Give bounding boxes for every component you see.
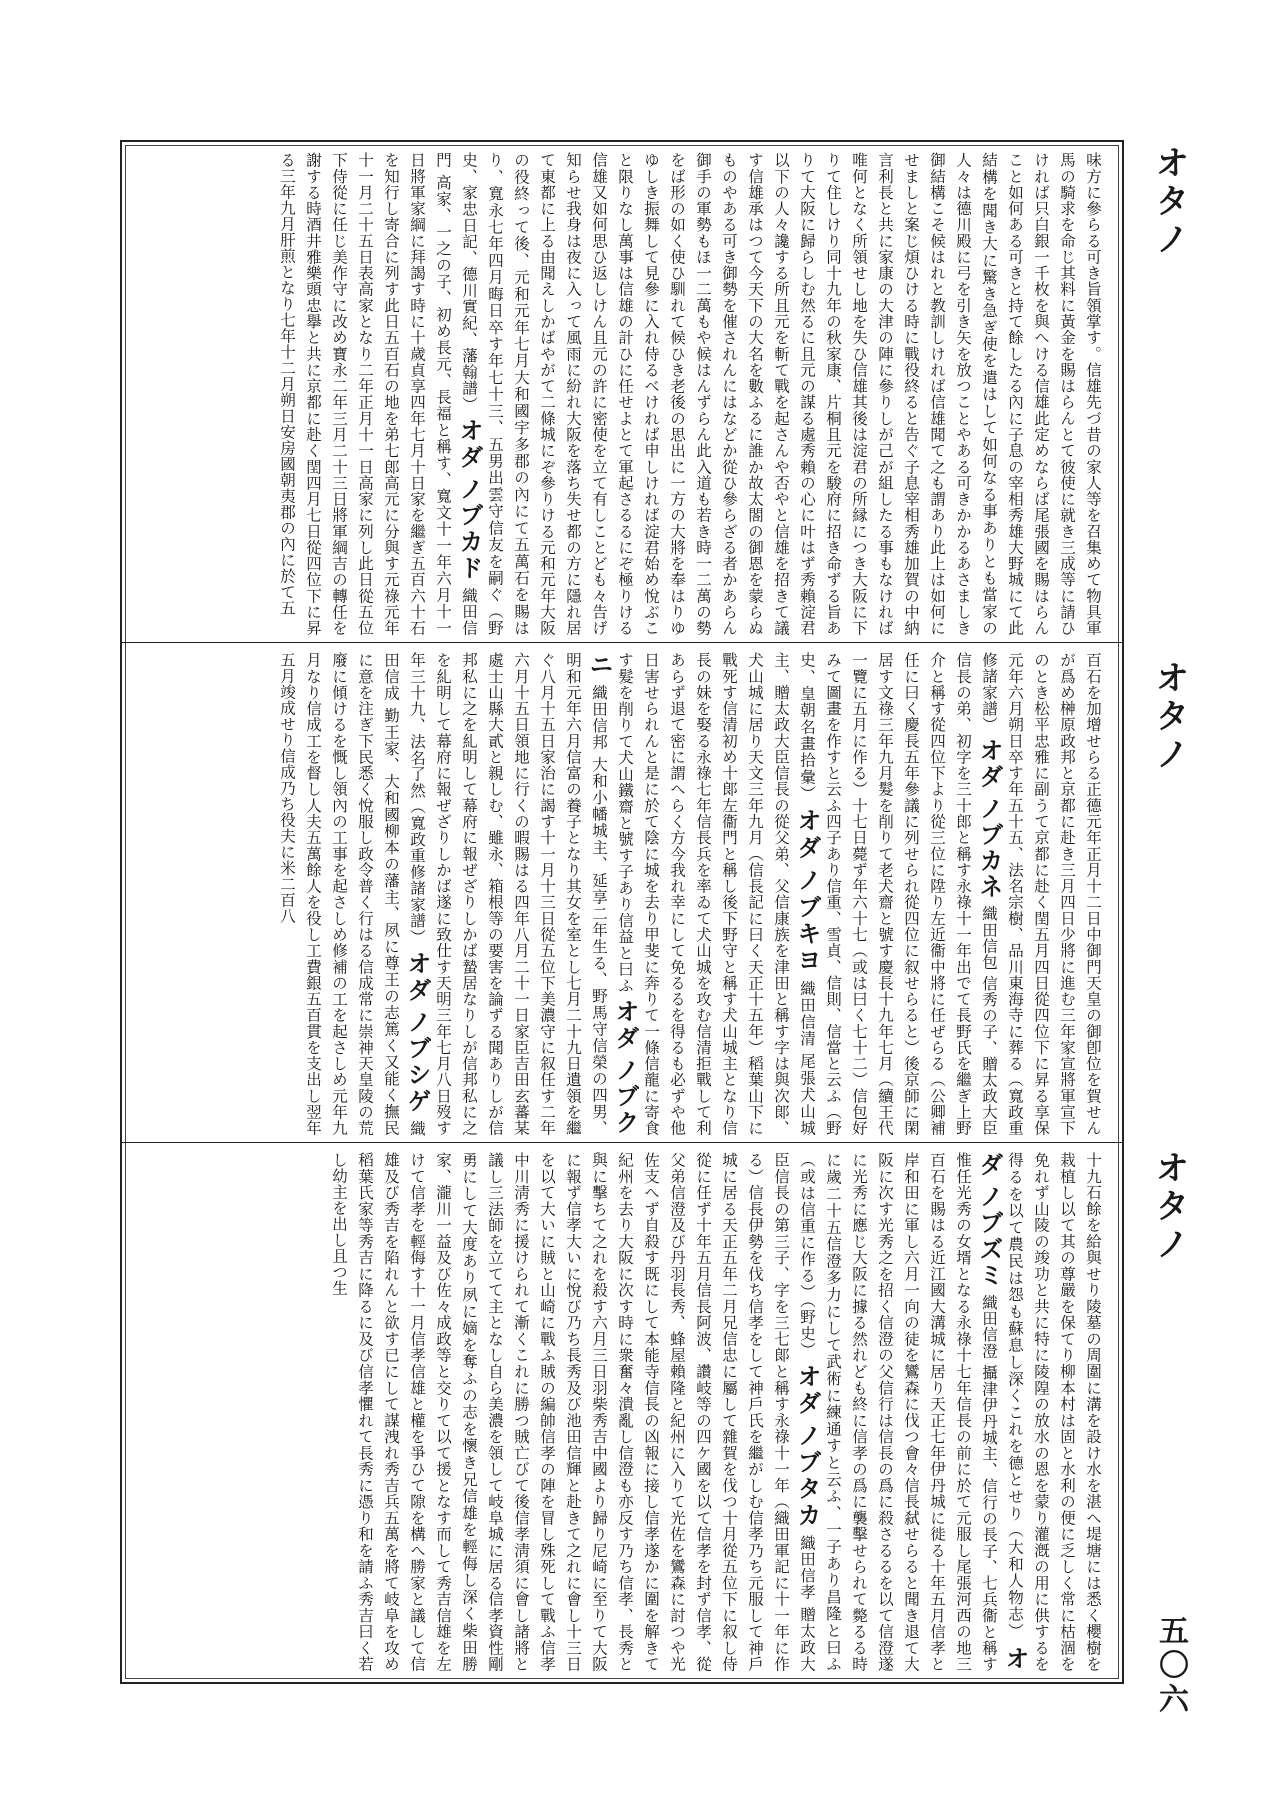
entry-body: 味方に參らる可き旨領掌す。信雄先づ昔の家人等を召集めて物具軍馬の騎求を命じ其料に黃金を賜はらんとて彼使に就き三成等に請ひければ只白銀一千枚を與へける信雄此定めならば尾張國を賜はらんこと如何ある可きと持て餘したる內に子息の宰相秀雄大野城にて此結構を聞き大に驚き急ぎ使を遣はして如何なる事ありとも當家の人々は德川殿に弓を引き矢を放つことやある可きかかるあさましき御結構こそ候はれと教訓しければ信雄聞て之も謂あり此上は如何にせましと案じ煩ひける時に戰役終ると告ぐ子息宰相秀雄加賀の中納言利長と共に家康の大津の陣に參りしが己が組したる事もなければ唯何となく所領せし地を失ひ信雄其後は淀君の所縁につき大阪に下りて住しけり同十九年の秋家康、片桐且元を駿府に招き命ずる旨ありて大阪に歸らしむ然るに且元の謀る處秀賴の心に叶はず秀賴淀君以下の人々讒する所且元を斬て戰を起さんや否やと信雄を招きて議す信雄承はつて今天下の大名を數ふるに誰か故太閤の御恩を蒙らぬものやある可き御勢を催されんにはなどか從ひ參らざる者かあらん御手の軍勢もほ一二萬もや候はんずらん此入道も若き時一二萬の勢をば形の如く使ひ馴れて候ひき老後の思出に一方の大將を奉はりゆゆしき振舞して見參に入れ侍るべければ申しければ淀君始め悅ぶこと限りなし萬事は信雄の計ひに任せよとて軍起さるるにぞ極りける信雄又如何思ひ返しけん且元の許に密使を立て有しことども々告げ知らせ我身は夜に入って風雨に紛れ大阪を落ち失せ都の方に隱れ居て東都に上る由聞えしかばやがて二條城にぞ參りける元和元年大阪の役終って後、元和元年七月大和國宇多郡の內にて五萬石を賜はり、寬永七年四月晦日卒す年七十三、五男出雲守信友を嗣ぐ（野史、家忠日記、德川實紀、藩翰譜） bbox=[460, 152, 1102, 636]
entry-body: 織田信孝 贈太政大臣信長の第三子、字を三七郞と稱す永祿十一年（織田軍記に十一年に作る）信長伊勢を伐ち信孝をして神戶氏を繼がしむ信孝乃ち元服して神戶城に居る天正五年二月兄信忠に屬して雜賀を伐つ十月從五位下に叙し侍從に任ず十年五月信長阿波、讚岐等の四ケ國を以て信孝を封ず信孝、從父弟信澄及び丹羽長秀、蜂屋賴隆と紀州に入りて光佐を鸞森に討つや光佐支へず自殺す既にして本能寺信長の凶報に接し信孝遂かに圍を解きて紀州を去り大阪に次す時に衆奮々潰亂し信澄も亦反す乃ち信孝、長秀と與に擊ちて之れを殺す六月三日羽柴秀吉中國より歸り尼崎に至りて大阪に報ず信孝大いに悅び乃ち長秀及び池田信輝と赴きて之れに會し十三日を以て大いに賊と山崎に戰ふ賊の編帥信孝の陣を冒し殊死して戰ふ信孝中川淸秀に援けられて漸くこれに勝つ賊亡びて後信孝淸須に會し諸將と議し三法師を立てて主となし自ら美濃を領して岐阜城に居る信孝資性剛勇にして大度あり夙に嫡を奪ふの志を懷き兄信雄を輕侮し深く柴田勝家、瀧川一益及び佐々成政等と交りて以て援となす而して秀吉信雄を左けて信孝を輕侮す十一月信孝信雄と權を爭ひて隙を構へ勝家と議して信雄及び秀吉を陷れんと欲す已にして謀洩れ秀吉兵五萬を將て岐阜を攻め稻葉氏家等秀吉に降るに及び信孝懼れて長秀に憑り和を請ふ秀吉曰く若し幼主を出し且つ生 bbox=[330, 1152, 816, 1672]
entry-heading-given: ノブカネ bbox=[975, 795, 1004, 900]
entry-nobukado bbox=[278, 152, 484, 636]
entry-body: 十九石餘を給與せり陵墓の周圍に溝を設け水を湛へ堤塘には悉く櫻樹を栽植し以て其の尊嚴を保てり柳本村は固と水利の便に乏しく常に枯涸を免れず山陵の竣功と共に特に陵隍の放水の恩を蒙り灌漑の用に供するを得るを以て農民は怨も蘇息し深くこれを德とせり（大和人物志） bbox=[1006, 1152, 1102, 1672]
entry-heading-surname: オダ bbox=[793, 1364, 822, 1418]
entry-body: 織田信清 尾張犬山城主、贈太政大臣信長の從父弟、父信康族を津田と稱す字は與次郞、犬山城に居り天文三年九月（信長記に曰く天正十五年）稻葉山下に戰死す信清初め十郞左衞門と稱し後下野守と稱す犬山城主となり信長の妹を娶る永祿七年信長兵を率ゐて犬山城を攻む信清拒戰して利あらず退て密に謂へらく方今我れ幸にして免るるを得るも必ずや他日害せられんと是に於て陰に城を去り甲斐に奔りて一條信龍に寄食す髮を削りて犬山鐵齋と號す子あり信益と曰ふ bbox=[616, 652, 816, 1136]
entry-heading-given: ノブキヨ bbox=[793, 867, 822, 975]
entry-nobukane bbox=[798, 652, 1004, 1136]
entry-heading-given: ノブズミ bbox=[975, 1183, 1004, 1289]
entry-heading-surname: オダ bbox=[793, 808, 822, 862]
tier-upper bbox=[134, 152, 1106, 636]
entry-body: 百石を加增せらる正德元年正月十二日中御門天皇の御卽位を賀せんが爲め榊原政邦と京都に赴き三月四日少將に進む三年家宣將軍宣下のとき松平忠雅に副うて京都に赴く閏五月四日從四位下に昇る享保元年六月朔日卒す年五十五、法名宗樹、品川東海寺に葬る（寬政重修諸家譜） bbox=[980, 652, 1102, 1136]
entry-body: 織田信包 信秀の子、贈太政大臣信長の弟、初字を三十郎と稱す永祿十一年出でて長野氏を繼ぎ上野介と稱す從四位下より從三位に陞り左近衞中將に任ぜらる（公卿補任に曰く慶長五年參議に列せられ從四位に叙せらると）後京師に閑居す文祿三年九月髮を削りて老犬齋と號す慶長十九年七月（續王代一覽に五月に作る）十七日薨ず年六十七（或は曰く七十二）信包好みて圖畫を作すと云ふ四子あり信重、雪貞、信則、信當と云ふ（野史、皇朝名畫拾彙） bbox=[798, 652, 998, 1136]
entry-continuation-nobushige bbox=[1006, 1152, 1102, 1672]
entry-heading-surname: オダ bbox=[975, 737, 1004, 791]
entry-body: 織田信成 勤王家、大和國柳本の藩主、夙に尊王の志篤く又能く撫民に意を注ぎ下民悉く悅服し政令普く行はる信成常に崇神天皇陵の荒廢に傾けるを慨し領內の工事を起さしめ修補の工を起さしめ元年九月なり信成工を督し人夫五萬餘人を役し工費銀五百貫を支出し翌年五月竣成せり信成乃ち役夫に米二百八 bbox=[278, 652, 426, 1136]
running-head-middle: オタノ bbox=[1149, 660, 1189, 774]
entry-body: 織田信澄 攝津伊丹城主、信行の長子、七兵衞と稱す惟任光秀の女壻となる永祿十七年信長の前に於て元服し尾張河西の地三百石を賜はる近江國大溝城に居り天正七年伊丹城に徙る十年五月信孝と岸和田に軍し六月一向の徒を鸞森に伐つ會々信長弑せらると聞き退て大阪に次す光秀之を招く信澄の父信行は信長の爲に殺さるるを以て信澄遂に光秀に應じ大阪に據る然れども終に信孝の爲に襲擊せられて斃るる時に歲二十五信澄多力にして武術に練通すと云ふ、一子あり昌隆と曰ふ（或は信重に作る）（野史） bbox=[798, 1152, 998, 1672]
tier-middle-text bbox=[134, 652, 1106, 1136]
tier-lower bbox=[134, 1152, 1106, 1672]
tier-lower-text bbox=[134, 1152, 1106, 1672]
entry-body: 織田信邦 大和小幡城主、延享二年生る、野馬守信榮の四男、明和元年六月信富の養子となり其女を室とし七月二十九日遺領を繼ぐ八月十五日家治に謁す十一月十三日從五位下美濃守に叙任す二年六月十五日領地に行くの暇賜はる四年八月二十一日家臣吉田玄蕃某處士山縣大貳と親しむ、雖永、箱根等の要害を論ずる聞ありしが信邦私に之を糺明して幕府に報ぜざりしかば蟄居なりしが信邦私に之を糺明して幕府に報ぜざりしかば遂に致仕す天明三年七月八日歿す年三十九、法名了然（寬政重修諸家譜） bbox=[408, 652, 608, 1136]
entry-nobushige bbox=[278, 652, 432, 1136]
entry-heading-surname: オダ bbox=[403, 950, 432, 1004]
running-head-lower: オタノ bbox=[1149, 1150, 1189, 1264]
tier-upper-text bbox=[134, 152, 1106, 636]
entry-heading-given: ノブタカ bbox=[793, 1423, 822, 1529]
entry-heading-given: ノブクニ bbox=[585, 652, 640, 1136]
running-head-upper: オタノ bbox=[1149, 145, 1189, 259]
entry-nobutaka bbox=[330, 1152, 822, 1672]
entry-continuation-nobukatsu bbox=[460, 152, 1102, 636]
entry-heading-given: ノブカド bbox=[455, 476, 484, 582]
entry-nobukiyo bbox=[616, 652, 822, 1136]
tier-divider-1 bbox=[122, 642, 1122, 643]
entry-heading-surname: オダ bbox=[455, 418, 484, 471]
page-number: 五〇六 bbox=[1153, 1615, 1188, 1717]
tier-middle bbox=[134, 652, 1106, 1136]
entry-heading-surname: オダ bbox=[611, 999, 640, 1052]
tier-divider-2 bbox=[122, 1142, 1122, 1143]
entry-nobuzumi bbox=[798, 1152, 1030, 1672]
entry-body: 織田信門 高家、一之の子、初め長元、長福と稱す、寬文十一年六月十一日將軍家綱に拜謁す時に十歲貞享四年七月十日家を繼ぎ五百六十石を知行し寄合に列す此日五百石の地を弟七郎高元に分與す元祿元年十一月二十五日表高家となり二年正月十一日高家に列し此日從五位下侍從に任じ美作守に改め寶永二年三月二十三日將軍綱吉の轉任を謝する時酒井雅樂頭忠擧と共に京都に赴く閏四月七日從四位下に昇る三年九月肝煎となり七年十二月朔日安房國朝夷郡の內に於て五 bbox=[278, 152, 478, 636]
entry-heading-surname: オダ bbox=[975, 1152, 1030, 1672]
entry-heading-given: ノブシゲ bbox=[403, 1009, 432, 1115]
entry-nobukuni bbox=[408, 652, 640, 1136]
